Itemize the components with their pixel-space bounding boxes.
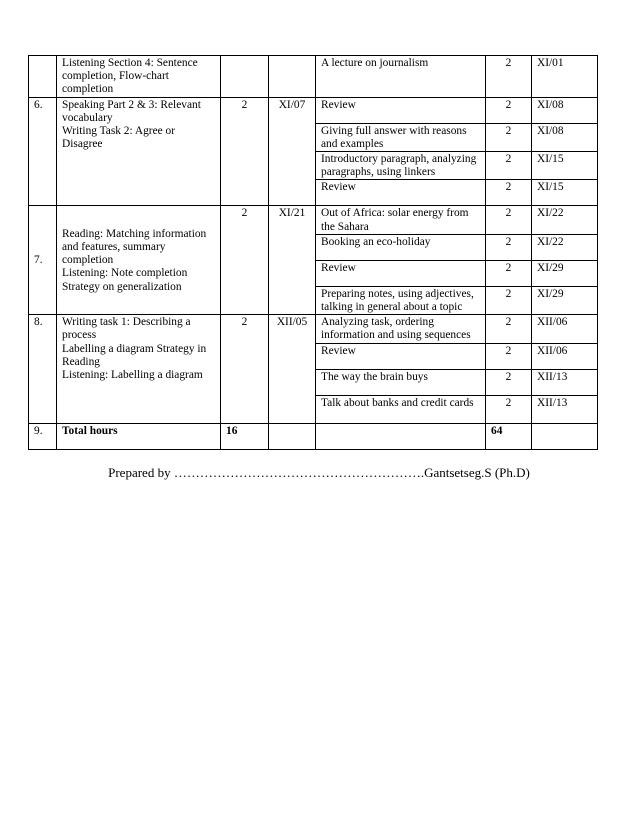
lesson-date: XI/29 [532, 260, 598, 286]
lesson-date: XI/08 [532, 97, 598, 123]
topic-cell [57, 206, 221, 315]
total-label: Total hours [57, 423, 221, 449]
topic-line: Labelling a diagram Strategy in Reading [62, 342, 207, 368]
hours-cell [221, 56, 269, 98]
lesson-date: XII/13 [532, 369, 598, 395]
lesson-date: XI/08 [532, 123, 598, 151]
lesson-hours: 2 [486, 97, 532, 123]
lesson-title: Talk about banks and credit cards [316, 395, 486, 423]
total-hours: 16 [221, 423, 269, 449]
topic-line: Listening Section 4: Sentence completion, Flow-chart completion [62, 57, 198, 96]
lesson-title: Analyzing task, ordering information and using sequences [316, 315, 486, 343]
topic-line: Listening: Labelling a diagram [62, 369, 203, 382]
lesson-hours: 2 [486, 234, 532, 260]
topic-line: Listening: Note completion [62, 267, 188, 280]
lesson-title: Giving full answer with reasons and examples [316, 123, 486, 151]
date-cell: XI/21 [269, 206, 316, 315]
lesson-hours: 2 [486, 56, 532, 98]
topic-line: Speaking Part 2 & 3: Relevant vocabulary [62, 98, 201, 124]
row-number: 6. [29, 97, 57, 206]
lesson-title: Review [316, 97, 486, 123]
lesson-title: The way the brain buys [316, 369, 486, 395]
table-row [29, 315, 598, 343]
lesson-hours: 2 [486, 206, 532, 234]
lesson-title: A lecture on journalism [316, 56, 486, 98]
lesson-title: Review [316, 180, 486, 206]
lesson-hours: 2 [486, 260, 532, 286]
hours-cell: 2 [221, 206, 269, 315]
lesson-date [532, 423, 598, 449]
lesson-hours: 2 [486, 343, 532, 369]
lesson-date: XI/29 [532, 286, 598, 314]
lesson-date: XI/22 [532, 234, 598, 260]
row-number-text: 7. [34, 254, 43, 267]
row-number: 9. [29, 423, 57, 449]
lesson-title: Out of Africa: solar energy from the Sahara [316, 206, 486, 234]
row-number [29, 56, 57, 98]
lesson-date: XI/01 [532, 56, 598, 98]
row-number: 8. [29, 315, 57, 423]
topic-line: Writing Task 2: Agree or Disagree [62, 125, 176, 151]
lesson-hours: 2 [486, 395, 532, 423]
date-cell: XI/07 [269, 97, 316, 206]
prepared-by-line: Prepared by ………………………………………………….Gantsetseg.S (Ph.D) [108, 465, 530, 480]
date-cell [269, 423, 316, 449]
total-lesson-hours: 64 [486, 423, 532, 449]
date-cell: XII/05 [269, 315, 316, 423]
topic-cell [57, 97, 221, 206]
topic-line: Writing task 1: Describing a process [62, 316, 191, 342]
course-schedule-table [28, 55, 598, 450]
lesson-date: XI/22 [532, 206, 598, 234]
table-row [29, 56, 598, 98]
lesson-title: Introductory paragraph, analyzing paragraphs, using linkers [316, 152, 486, 180]
lesson-hours: 2 [486, 315, 532, 343]
lesson-date: XII/06 [532, 343, 598, 369]
hours-cell: 2 [221, 97, 269, 206]
lesson-date: XI/15 [532, 180, 598, 206]
lesson-date: XI/15 [532, 152, 598, 180]
lesson-hours: 2 [486, 152, 532, 180]
lesson-title: Review [316, 343, 486, 369]
lesson-hours: 2 [486, 180, 532, 206]
total-row [29, 423, 598, 449]
hours-cell: 2 [221, 315, 269, 423]
table-row [29, 206, 598, 234]
lesson-hours: 2 [486, 369, 532, 395]
lesson-title [316, 423, 486, 449]
topic-line: Strategy on generalization [62, 280, 182, 293]
lesson-date: XII/06 [532, 315, 598, 343]
table-row [29, 97, 598, 123]
lesson-title: Preparing notes, using adjectives, talking in general about a topic [316, 286, 486, 314]
date-cell [269, 56, 316, 98]
topic-cell [57, 56, 221, 98]
lesson-title: Booking an eco-holiday [316, 234, 486, 260]
topic-cell [57, 315, 221, 423]
row-number [29, 206, 57, 315]
lesson-hours: 2 [486, 123, 532, 151]
lesson-date: XII/13 [532, 395, 598, 423]
lesson-title: Review [316, 260, 486, 286]
topic-line: Reading: Matching information and features, summary completion [62, 227, 207, 267]
lesson-hours: 2 [486, 286, 532, 314]
